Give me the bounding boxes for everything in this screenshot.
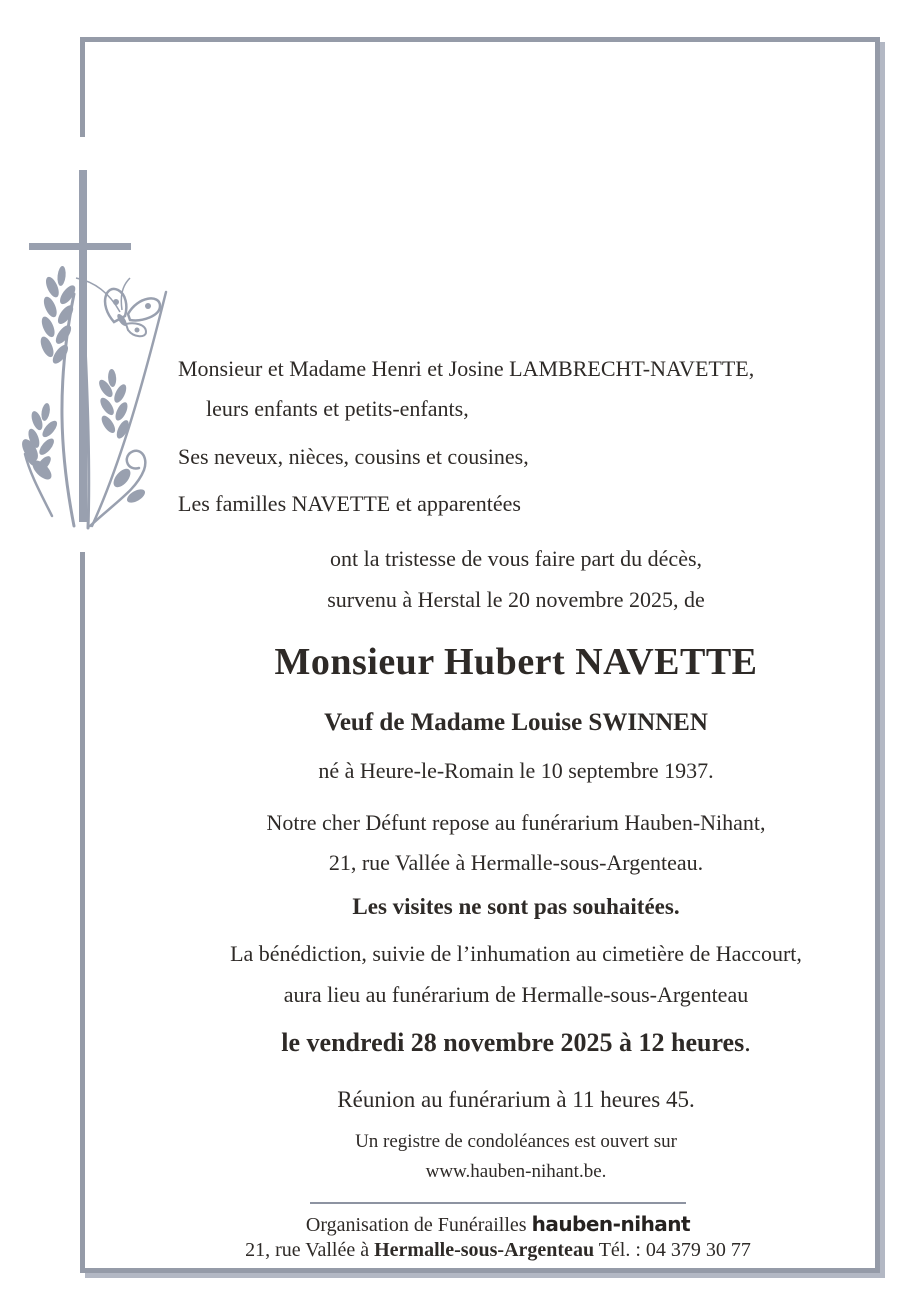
footer-divider [310,1202,686,1204]
ceremony-line-1: La bénédiction, suivie de l’inhumation au cimetière de Haccourt, [230,941,802,966]
ceremony-date-line [116,1027,916,1058]
announcement-line-1: ont la tristesse de vous faire part du décès, [329,546,703,571]
intro-line-3: Ses neveux, nièces, cousins et cousines, [178,444,529,469]
intro-line-1: Monsieur et Madame Henri et Josine LAMBRECHT-NAVETTE, [178,356,755,381]
footer-phone: Tél. : 04 379 30 77 [594,1239,751,1261]
floral-decoration [18,264,172,532]
frame-border-bottom [80,1268,880,1273]
birth-line: né à Heure-le-Romain le 10 septembre 1937. [318,758,714,783]
cross-bar [29,243,131,250]
condolence-website: www.hauben-nihant.be. [425,1161,607,1182]
intro-line-4: Les familles NAVETTE et apparentées [178,491,521,516]
funeral-home-logo: hauben-nihant [531,1212,691,1236]
footer-address-prefix: 21, rue Vallée à [245,1239,375,1261]
repose-line-2: 21, rue Vallée à Hermalle-sous-Argenteau. [328,850,704,875]
deceased-name: Monsieur Hubert NAVETTE [274,641,758,683]
wheat-ear-icon [34,264,80,367]
frame-border-top [80,37,880,42]
meeting-line: Réunion au funérarium à 11 heures 45. [337,1087,695,1112]
wheat-ear-icon [19,400,63,476]
wheat-ear-icon [96,368,133,442]
announcement-line-2: survenu à Herstal le 20 novembre 2025, de [327,587,705,612]
ceremony-line-2: aura lieu au funérarium de Hermalle-sous-Argenteau [283,982,749,1007]
visits-line: Les visites ne sont pas souhaitées. [352,894,680,919]
footer-address-bold: Hermalle-sous-Argenteau [374,1239,595,1261]
ceremony-date-bold: le vendredi 28 novembre 2025 à 12 heures [281,1028,745,1057]
footer-organisation-text: Organisation de Funérailles [305,1214,532,1236]
frame-border-left-lower [80,552,85,1273]
widower-line: Veuf de Madame Louise SWINNEN [324,709,708,736]
footer-organisation [98,1212,898,1237]
butterfly-icon [76,278,160,336]
ceremony-date-tail: . [744,1028,751,1057]
footer-address [98,1238,898,1262]
repose-line-1: Notre cher Défunt repose au funérarium Hauben-Nihant, [266,810,766,835]
condolence-line: Un registre de condoléances est ouvert sur [355,1131,677,1152]
intro-line-2: leurs enfants et petits-enfants, [206,396,469,421]
frame-border-left-upper [80,37,85,137]
